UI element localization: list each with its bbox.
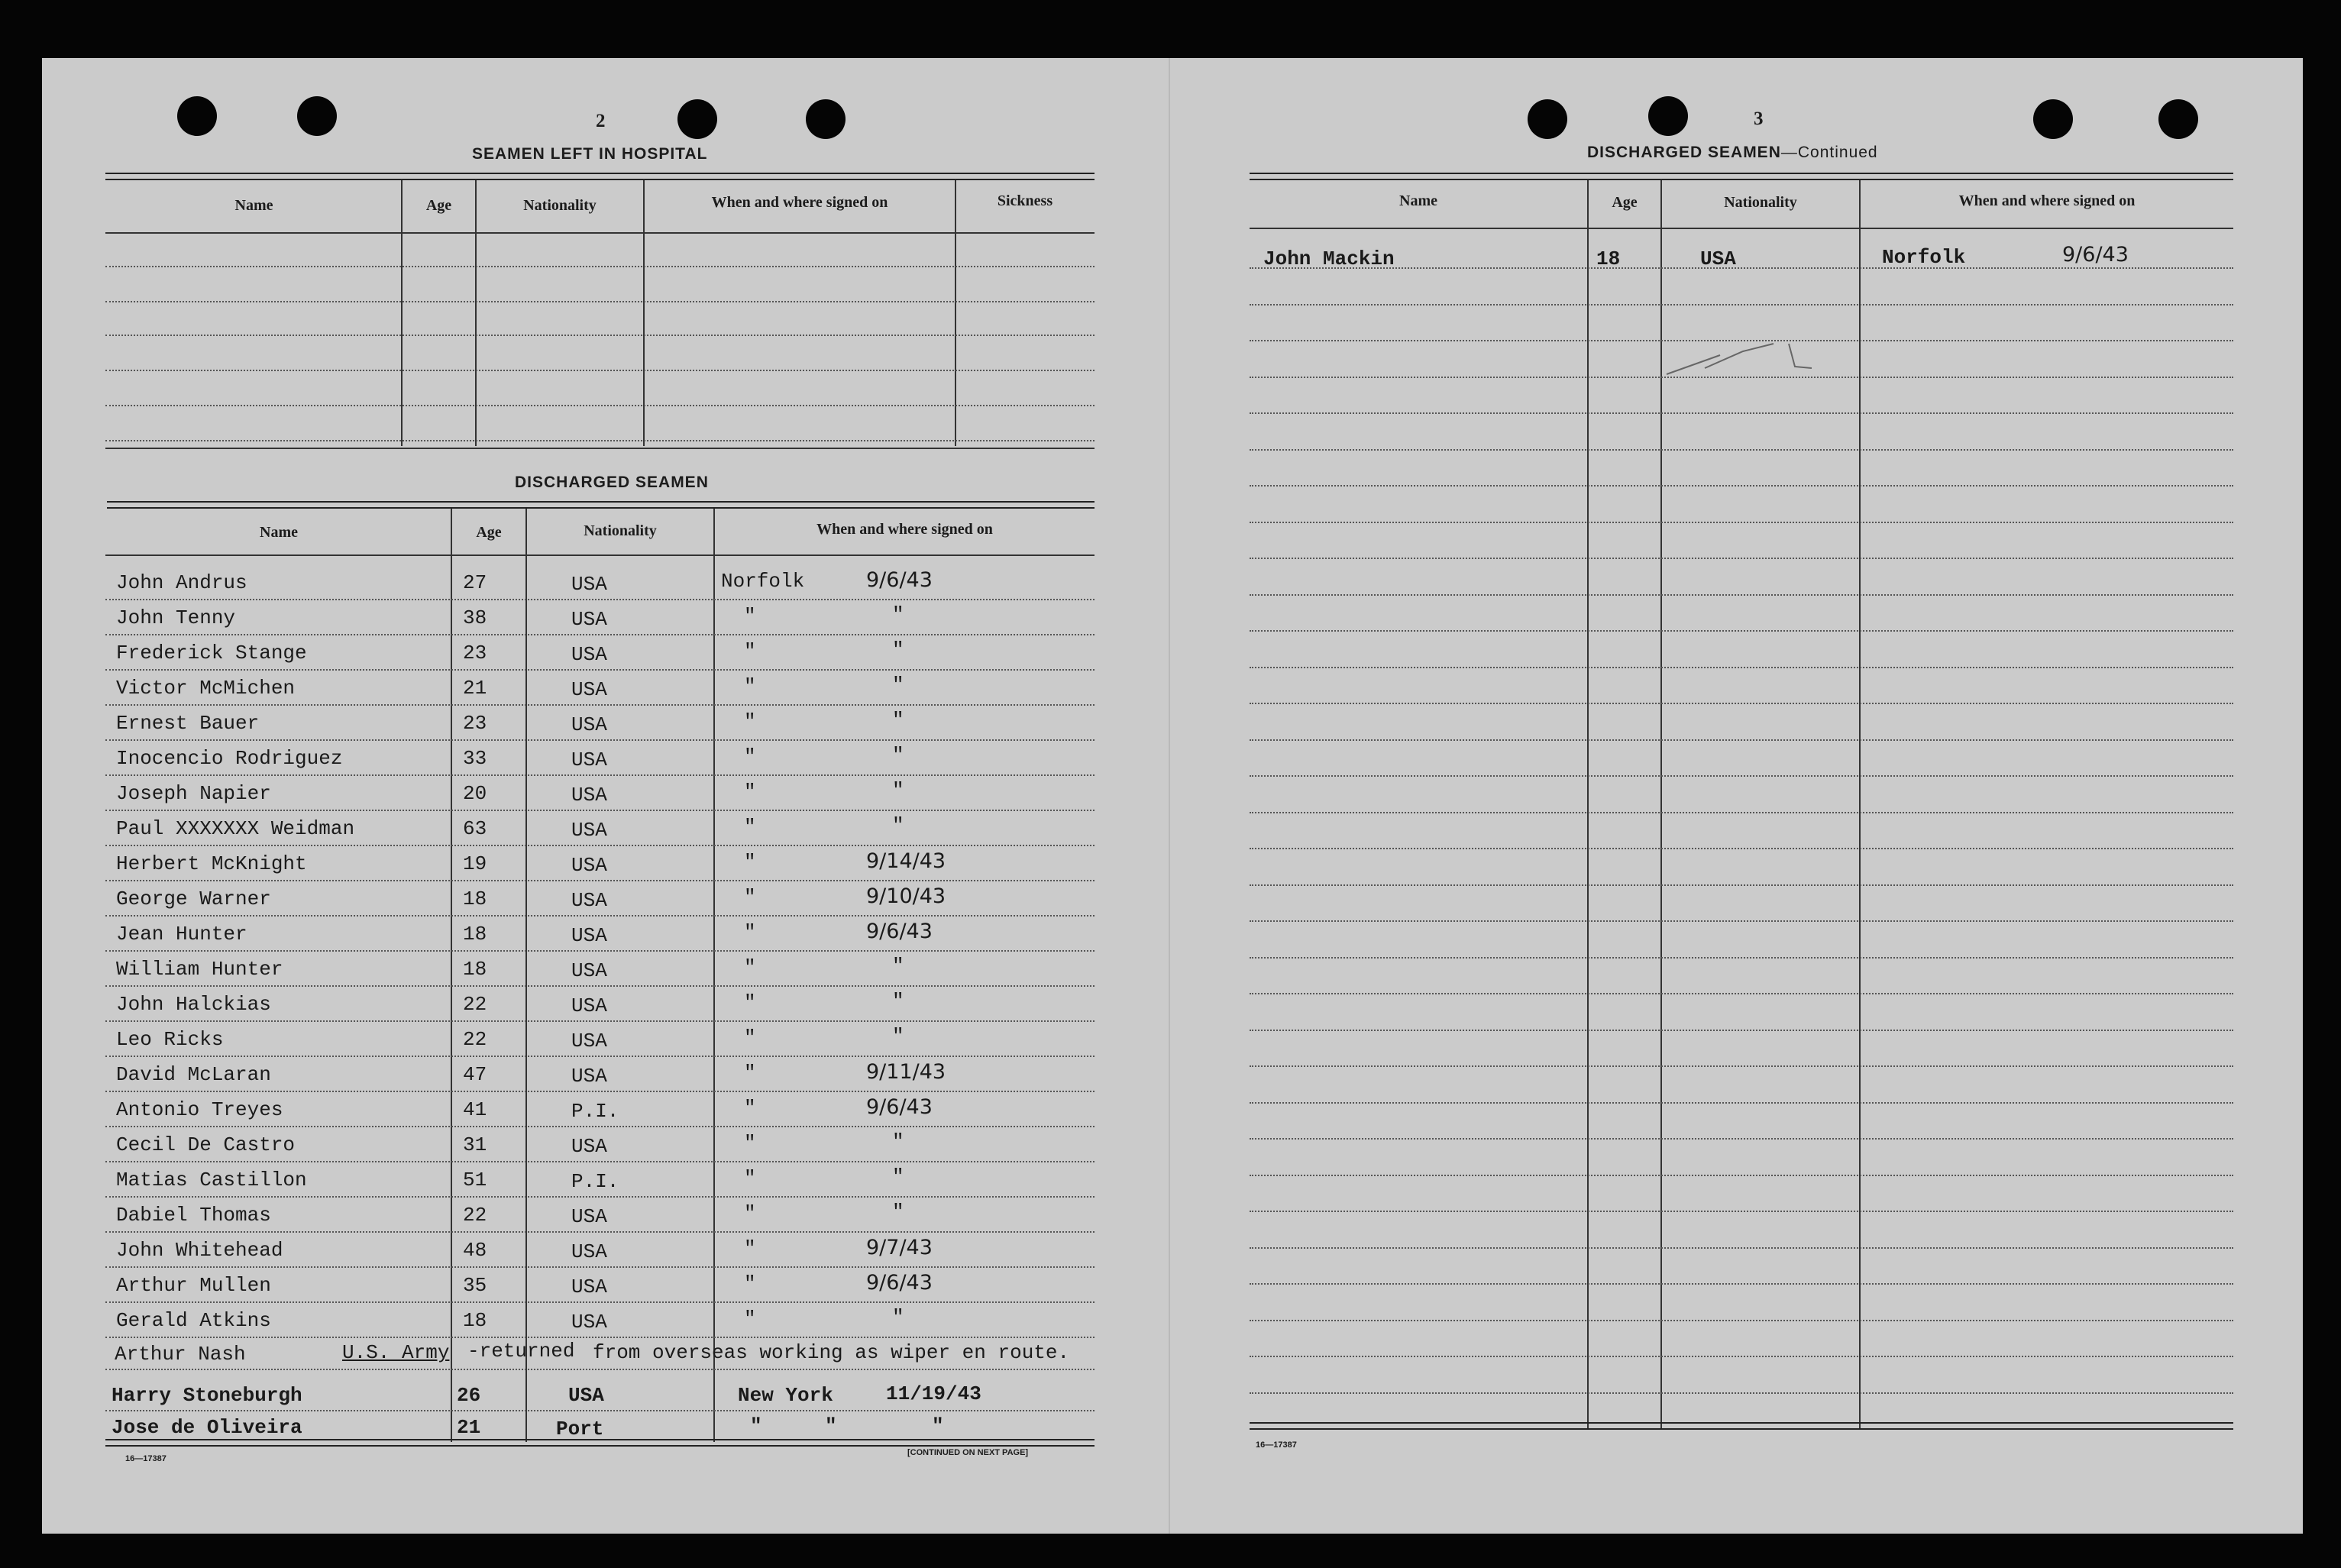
row-place: " <box>744 640 756 663</box>
row-line <box>105 1410 1095 1411</box>
row-name: Jose de Oliveira <box>112 1416 302 1439</box>
row-date: 9/11/43 <box>866 1060 946 1084</box>
row-date: 9/6/43 <box>866 568 933 592</box>
row-line <box>105 669 1095 671</box>
blank-row-line <box>105 405 1095 406</box>
rule <box>105 448 1095 449</box>
row-date: 9/14/43 <box>866 849 946 873</box>
row-name: John Andrus <box>116 571 247 594</box>
col-header-name: Name <box>1399 192 1437 209</box>
row-line <box>105 1196 1095 1198</box>
row-nationality: USA <box>568 1384 604 1407</box>
row-name: Matias Castillon <box>116 1169 307 1191</box>
row-age: 18 <box>463 923 487 946</box>
page-number: 2 <box>596 111 606 131</box>
row-place: " <box>744 816 756 839</box>
row-place: " <box>744 1167 756 1190</box>
row-line <box>105 599 1095 600</box>
blank-row-line <box>1250 340 2233 341</box>
blank-row-line <box>1250 412 2233 414</box>
blank-row-line <box>1250 884 2233 886</box>
row-line <box>105 845 1095 846</box>
row-name: Leo Ricks <box>116 1028 224 1051</box>
row-date: " <box>892 1165 904 1188</box>
row-date: 9/6/43 <box>866 920 933 943</box>
row-age: 22 <box>463 993 487 1016</box>
row-name: George Warner <box>116 887 271 910</box>
row-nationality: P.I. <box>571 1170 619 1193</box>
row-name: Gerald Atkins <box>116 1309 271 1332</box>
blank-row-line <box>1250 848 2233 849</box>
blank-row-line <box>1250 775 2233 777</box>
blank-row-line <box>105 301 1095 302</box>
row-date: 9/6/43 <box>866 1271 933 1295</box>
blank-row-line <box>1250 449 2233 451</box>
row-date: " <box>892 1025 904 1048</box>
blank-row-line <box>105 335 1095 336</box>
row-note: from overseas working as wiper en route. <box>593 1341 1070 1364</box>
row-nationality: USA <box>571 573 607 596</box>
row-note: U.S. Army <box>342 1341 450 1364</box>
blank-row-line <box>1250 304 2233 306</box>
page-number: 3 <box>1754 108 1764 129</box>
row-date: 9/6/43 <box>866 1095 933 1119</box>
row-line <box>105 1091 1095 1092</box>
row-place: " <box>744 1062 756 1085</box>
row-place: Norfolk <box>721 570 805 593</box>
col-header-age: Age <box>1612 194 1638 211</box>
row-line <box>105 774 1095 776</box>
row-place: New York <box>738 1384 833 1407</box>
row-age: 21 <box>457 1416 481 1439</box>
row-line <box>105 1161 1095 1162</box>
blank-row-line <box>1250 1138 2233 1140</box>
rule <box>105 232 1095 234</box>
row-age: 21 <box>463 677 487 700</box>
row-age: 51 <box>463 1169 487 1191</box>
row-place: " <box>744 956 756 979</box>
blank-row-line <box>1250 739 2233 741</box>
blank-row-line <box>1250 1356 2233 1357</box>
row-place: Norfolk <box>1882 246 1966 269</box>
blank-row-line <box>1250 812 2233 813</box>
row-place: " <box>744 675 756 698</box>
row-line <box>105 739 1095 741</box>
row-name: Joseph Napier <box>116 782 271 805</box>
row-date: " <box>932 1414 944 1437</box>
col-header-age: Age <box>425 197 452 214</box>
blank-row-line <box>1250 630 2233 632</box>
col-divider <box>1587 180 1589 1430</box>
row-age: 41 <box>463 1098 487 1121</box>
row-place-ditto: " <box>825 1414 837 1437</box>
row-place: " <box>744 781 756 803</box>
col-header-signed-on: When and where signed on <box>1958 192 2136 209</box>
col-header-nationality: Nationality <box>523 197 597 214</box>
rule <box>1250 1422 2233 1430</box>
row-line <box>105 810 1095 811</box>
row-place: " <box>750 1414 762 1437</box>
row-age: 31 <box>463 1133 487 1156</box>
blank-row-line <box>1250 558 2233 559</box>
row-age: 63 <box>463 817 487 840</box>
row-nationality: USA <box>571 994 607 1017</box>
row-nationality: P.I. <box>571 1100 619 1123</box>
blank-row-line <box>1250 522 2233 523</box>
row-line <box>105 1231 1095 1233</box>
row-name: Herbert McKnight <box>116 852 307 875</box>
rule <box>105 173 1095 180</box>
blank-row-line <box>1250 1247 2233 1249</box>
row-date: " <box>892 955 904 978</box>
row-date: " <box>892 639 904 661</box>
blank-row-line <box>1250 1065 2233 1067</box>
blank-row-line <box>105 266 1095 267</box>
hospital-section-title: SEAMEN LEFT IN HOSPITAL <box>472 145 708 163</box>
discharged-continued-title <box>1587 144 1878 162</box>
row-name: Cecil De Castro <box>116 1133 296 1156</box>
row-nationality: USA <box>1700 247 1736 270</box>
row-place: " <box>744 851 756 874</box>
title-text: DISCHARGED SEAMEN <box>1587 144 1781 161</box>
row-place: " <box>744 1132 756 1155</box>
blank-row-line <box>1250 1320 2233 1321</box>
row-name: Dabiel Thomas <box>116 1204 271 1227</box>
pencil-mark-icon <box>1659 321 1827 382</box>
blank-row-line <box>105 440 1095 441</box>
row-age: 48 <box>463 1239 487 1262</box>
row-place: " <box>744 1202 756 1225</box>
row-line <box>105 1369 1095 1370</box>
row-date: 9/6/43 <box>2062 243 2129 267</box>
row-place: " <box>744 921 756 944</box>
row-nationality: USA <box>571 713 607 736</box>
row-note: -returned <box>467 1340 575 1363</box>
row-line <box>105 950 1095 952</box>
row-age: 23 <box>463 642 487 664</box>
row-name: William Hunter <box>116 958 283 981</box>
blank-row-line <box>1250 957 2233 959</box>
rule <box>1250 228 2233 229</box>
row-nationality: USA <box>571 1240 607 1263</box>
rule <box>1250 173 2233 180</box>
row-age: 38 <box>463 606 487 629</box>
row-age: 27 <box>463 571 487 594</box>
blank-row-line <box>1250 485 2233 487</box>
row-name: John Tenny <box>116 606 236 629</box>
blank-row-line <box>1250 703 2233 704</box>
row-nationality: USA <box>571 1065 607 1088</box>
row-nationality: USA <box>571 854 607 877</box>
row-name: Antonio Treyes <box>116 1098 283 1121</box>
row-name: Inocencio Rodriguez <box>116 747 343 770</box>
row-place: " <box>744 1237 756 1260</box>
rule <box>105 554 1095 556</box>
row-line <box>105 1126 1095 1127</box>
row-line <box>105 985 1095 987</box>
row-name: John Halckias <box>116 993 271 1016</box>
row-nationality: USA <box>571 924 607 947</box>
row-name: Victor McMichen <box>116 677 296 700</box>
col-header-age: Age <box>476 524 502 541</box>
row-date: " <box>892 603 904 626</box>
row-age: 35 <box>463 1274 487 1297</box>
row-name: David McLaran <box>116 1063 271 1086</box>
row-name: Frederick Stange <box>116 642 307 664</box>
row-date: " <box>892 744 904 767</box>
col-header-signed-on: When and where signed on <box>711 194 888 211</box>
row-nationality: USA <box>571 959 607 982</box>
row-name: John Mackin <box>1263 247 1395 270</box>
row-place: " <box>744 1026 756 1049</box>
row-age: 18 <box>1596 247 1621 270</box>
title-suffix: —Continued <box>1780 144 1878 161</box>
row-date: " <box>892 1130 904 1153</box>
row-date: " <box>892 990 904 1013</box>
right-page <box>1170 0 2341 1568</box>
row-nationality: USA <box>571 643 607 666</box>
row-name: Jean Hunter <box>116 923 247 946</box>
row-line <box>105 1337 1095 1338</box>
row-age: 19 <box>463 852 487 875</box>
row-name: Arthur Mullen <box>116 1274 271 1297</box>
row-place: " <box>744 710 756 733</box>
blank-row-line <box>1250 993 2233 994</box>
rule <box>105 1439 1095 1447</box>
row-date: 9/7/43 <box>866 1236 933 1259</box>
row-place: " <box>744 991 756 1014</box>
row-place: " <box>744 745 756 768</box>
form-number: 16—17387 <box>125 1454 167 1463</box>
row-date: 11/19/43 <box>886 1382 981 1405</box>
blank-row-line <box>1250 920 2233 922</box>
row-age: 20 <box>463 782 487 805</box>
row-place: " <box>744 886 756 909</box>
row-age: 23 <box>463 712 487 735</box>
row-nationality: USA <box>571 1275 607 1298</box>
row-nationality: USA <box>571 1205 607 1228</box>
blank-row-line <box>1250 1283 2233 1285</box>
row-name: Ernest Bauer <box>116 712 260 735</box>
row-line <box>105 634 1095 635</box>
col-header-name: Name <box>260 524 298 541</box>
row-nationality: USA <box>571 678 607 701</box>
row-age: 18 <box>463 1309 487 1332</box>
row-nationality: USA <box>571 748 607 771</box>
row-nationality: USA <box>571 1030 607 1052</box>
row-age: 47 <box>463 1063 487 1086</box>
row-age: 22 <box>463 1204 487 1227</box>
row-nationality: USA <box>571 784 607 807</box>
row-nationality: USA <box>571 608 607 631</box>
row-name: Paul XXXXXXX Weidman <box>116 817 355 840</box>
continued-note: [CONTINUED ON NEXT PAGE] <box>907 1448 1029 1457</box>
blank-row-line <box>1250 1211 2233 1212</box>
blank-row-line <box>1250 667 2233 668</box>
rule <box>107 501 1095 509</box>
col-header-signed-on: When and where signed on <box>816 521 993 538</box>
row-place: " <box>744 1097 756 1120</box>
row-nationality: USA <box>571 1135 607 1158</box>
col-divider <box>1859 180 1861 1430</box>
row-age: 18 <box>463 887 487 910</box>
blank-row-line <box>1250 1175 2233 1176</box>
row-place: " <box>744 605 756 628</box>
blank-row-line <box>1250 1392 2233 1394</box>
blank-row-line <box>105 370 1095 371</box>
row-age: 18 <box>463 958 487 981</box>
row-nationality: USA <box>571 819 607 842</box>
blank-row-line <box>1250 1030 2233 1031</box>
row-date: " <box>892 779 904 802</box>
row-line <box>105 1266 1095 1268</box>
blank-row-line <box>1250 377 2233 378</box>
row-nationality: USA <box>571 1311 607 1334</box>
blank-row-line <box>1250 267 2233 269</box>
row-date: " <box>892 709 904 732</box>
row-age: 33 <box>463 747 487 770</box>
row-nationality: Port <box>556 1418 604 1440</box>
row-age: 22 <box>463 1028 487 1051</box>
row-line <box>105 704 1095 706</box>
row-date: " <box>892 1201 904 1224</box>
row-name: Arthur Nash <box>115 1343 246 1366</box>
row-date: " <box>892 814 904 837</box>
col-header-name: Name <box>234 197 273 214</box>
row-line <box>105 1020 1095 1022</box>
row-date: " <box>892 1306 904 1329</box>
row-line <box>105 915 1095 917</box>
row-name: Harry Stoneburgh <box>112 1384 302 1407</box>
col-header-nationality: Nationality <box>584 522 657 539</box>
form-number: 16—17387 <box>1256 1440 1297 1450</box>
row-nationality: USA <box>571 889 607 912</box>
row-place: " <box>744 1272 756 1295</box>
blank-row-line <box>1250 1102 2233 1104</box>
row-age: 26 <box>457 1384 481 1407</box>
row-name: John Whitehead <box>116 1239 283 1262</box>
left-page <box>0 0 1169 1568</box>
col-header-sickness: Sickness <box>997 192 1053 209</box>
row-line <box>105 1301 1095 1303</box>
row-line <box>105 1056 1095 1057</box>
discharged-section-title: DISCHARGED SEAMEN <box>515 474 709 491</box>
col-header-nationality: Nationality <box>1724 194 1797 211</box>
blank-row-line <box>1250 594 2233 596</box>
row-date: " <box>892 674 904 697</box>
row-date: 9/10/43 <box>866 884 946 908</box>
row-place: " <box>744 1308 756 1330</box>
row-line <box>105 880 1095 881</box>
